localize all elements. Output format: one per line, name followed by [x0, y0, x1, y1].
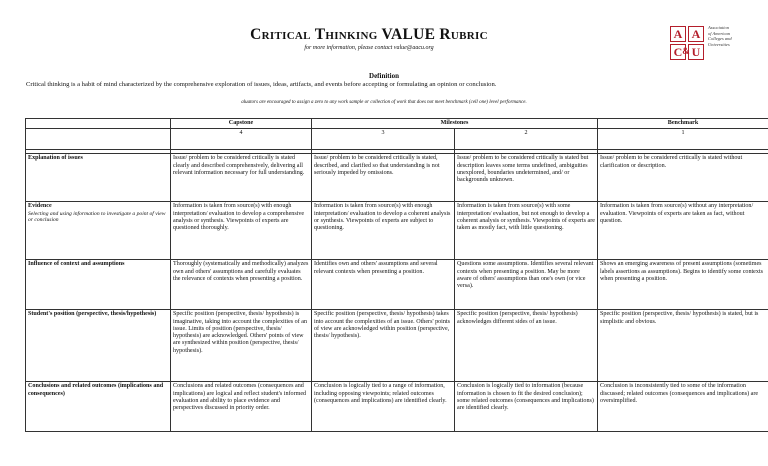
aacu-logo [670, 24, 765, 64]
rubric-row-explanation [26, 154, 768, 202]
empty-level-cell [26, 129, 171, 150]
logo-org-text [708, 25, 762, 47]
rubric-cell: Questions some assumptions. Identifies several relevant contexts when presenting a position. May be more aware of others' assumptions than one's own (or vice versa). [455, 260, 598, 310]
rubric-cell: Information is taken from source(s) with enough interpretation/ evaluation to develop a comprehensive analysis or synthesis. Viewpoints of experts are questioned thoroughly. [171, 202, 312, 260]
rubric-table [25, 118, 768, 432]
row-label [26, 202, 171, 260]
row-sublabel: Selecting and using information to investigate a point of view or conclusion [28, 210, 166, 224]
rubric-cell: Thoroughly (systematically and methodically) analyzes own and others' assumptions and carefully evaluates the relevance of contexts when presenting a position. [171, 260, 312, 310]
empty-header-cell [26, 119, 171, 129]
row-title: Explanation of issues [28, 155, 83, 162]
rubric-cell: Conclusions and related outcomes (consequences and implications) are logical and reflect student's informed evaluation and ability to place evidence and perspectives discussed in priority order. [171, 382, 312, 432]
rubric-cell: Issue/ problem to be considered critically is stated but description leaves some terms undefined, ambiguities unexplored, boundaries undetermined, and/ or backgrounds unknown. [455, 154, 598, 202]
rubric-cell: Shows an emerging awareness of present assumptions (sometimes labels assertions as assumptions). Begins to identify some contexts when presenting a position. [598, 260, 768, 310]
rubric-row-evidence [26, 202, 768, 260]
benchmark-header: Benchmark [598, 119, 768, 129]
row-label [26, 260, 171, 310]
row-title: Evidence [28, 203, 52, 210]
level-row [26, 129, 768, 150]
rubric-cell: Issue/ problem to be considered critically is stated without clarification or description. [598, 154, 768, 202]
rubric-cell: Identifies own and others' assumptions and several relevant contexts when presenting a position. [312, 260, 455, 310]
definition-text: Critical thinking is a habit of mind characterized by the comprehensive exploration of issues, ideas, artifacts, and events before accepting or formulating an opinion or conclusion. [26, 81, 497, 88]
rubric-cell: Specific position (perspective, thesis/ hypothesis) is imaginative, taking into account the complexities of an issue. Limits of position (perspective, thesis/ hypothesis) are acknowledged. Others' points of view are synthesized within position (perspective, thesis/ hypothesis). [171, 310, 312, 382]
level-2: 2 [455, 129, 598, 150]
logo-org-line: of American [708, 30, 731, 36]
rubric-cell: Information is taken from source(s) without any interpretation/ evaluation. Viewpoints of experts are taken as fact, without question. [598, 202, 768, 260]
logo-letter: A [670, 26, 686, 42]
capstone-header: Capstone [171, 119, 312, 129]
logo-org-line: Association [708, 25, 729, 30]
rubric-row-context [26, 260, 768, 310]
logo-org-line: Universities [708, 41, 730, 47]
row-label [26, 310, 171, 382]
level-3: 3 [312, 129, 455, 150]
rubric-cell: Specific position (perspective, thesis/ hypothesis) is stated, but is simplistic and obvious. [598, 310, 768, 382]
logo-letter: & [682, 46, 690, 56]
contact-subtitle: for more information, please contact value@aacu.org [304, 45, 434, 51]
evaluator-note: aluators are encouraged to assign a zero to any work sample or collection of work that does not meet benchmark (cell one) level performance. [241, 100, 527, 105]
logo-letter: C [670, 44, 686, 60]
rubric-cell: Information is taken from source(s) with enough interpretation/ evaluation to develop a coherent analysis or synthesis. Viewpoints of experts are subject to questioning. [312, 202, 455, 260]
page-title: Critical Thinking VALUE Rubric [250, 26, 488, 43]
logo-letter: A [688, 26, 704, 42]
row-title: Conclusions and related outcomes (implications and consequences) [28, 383, 164, 397]
rubric-row-position [26, 310, 768, 382]
row-title: Student's position (perspective, thesis/hypothesis) [28, 311, 157, 318]
rubric-cell: Information is taken from source(s) with some interpretation/ evaluation, but not enough to develop a coherent analysis or synthesis. Viewpoints of experts are taken as mostly fact, with little questioning. [455, 202, 598, 260]
row-label [26, 154, 171, 202]
rubric-cell: Conclusion is logically tied to information (because information is chosen to fit the desired conclusion); some related outcomes (consequences and implications) are identified clearly. [455, 382, 598, 432]
rubric-cell: Specific position (perspective, thesis/ hypothesis) takes into account the complexities of an issue. Others' points of view are acknowledged within position (perspective, thesis/ hypothesis). [312, 310, 455, 382]
row-label [26, 382, 171, 432]
rubric-cell: Issue/ problem to be considered critically is stated, described, and clarified so that understanding is not seriously impeded by omissions. [312, 154, 455, 202]
header-row [26, 119, 768, 129]
rubric-row-conclusions [26, 382, 768, 432]
rubric-cell: Issue/ problem to be considered critically is stated clearly and described comprehensively, delivering all relevant information necessary for full understanding. [171, 154, 312, 202]
rubric-cell: Conclusion is logically tied to a range of information, including opposing viewpoints; related outcomes (consequences and implications) are identified clearly. [312, 382, 455, 432]
logo-org-line: Colleges and [708, 36, 732, 42]
logo-letter: U [688, 44, 704, 60]
rubric-cell: Specific position (perspective, thesis/ hypothesis) acknowledges different sides of an issue. [455, 310, 598, 382]
level-4: 4 [171, 129, 312, 150]
milestones-header: Milestones [312, 119, 598, 129]
definition-label: Definition [369, 72, 399, 80]
rubric-cell: Conclusion is inconsistently tied to some of the information discussed; related outcomes (consequences and implications) are oversimplified. [598, 382, 768, 432]
level-1: 1 [598, 129, 768, 150]
row-title: Influence of context and assumptions [28, 261, 125, 268]
